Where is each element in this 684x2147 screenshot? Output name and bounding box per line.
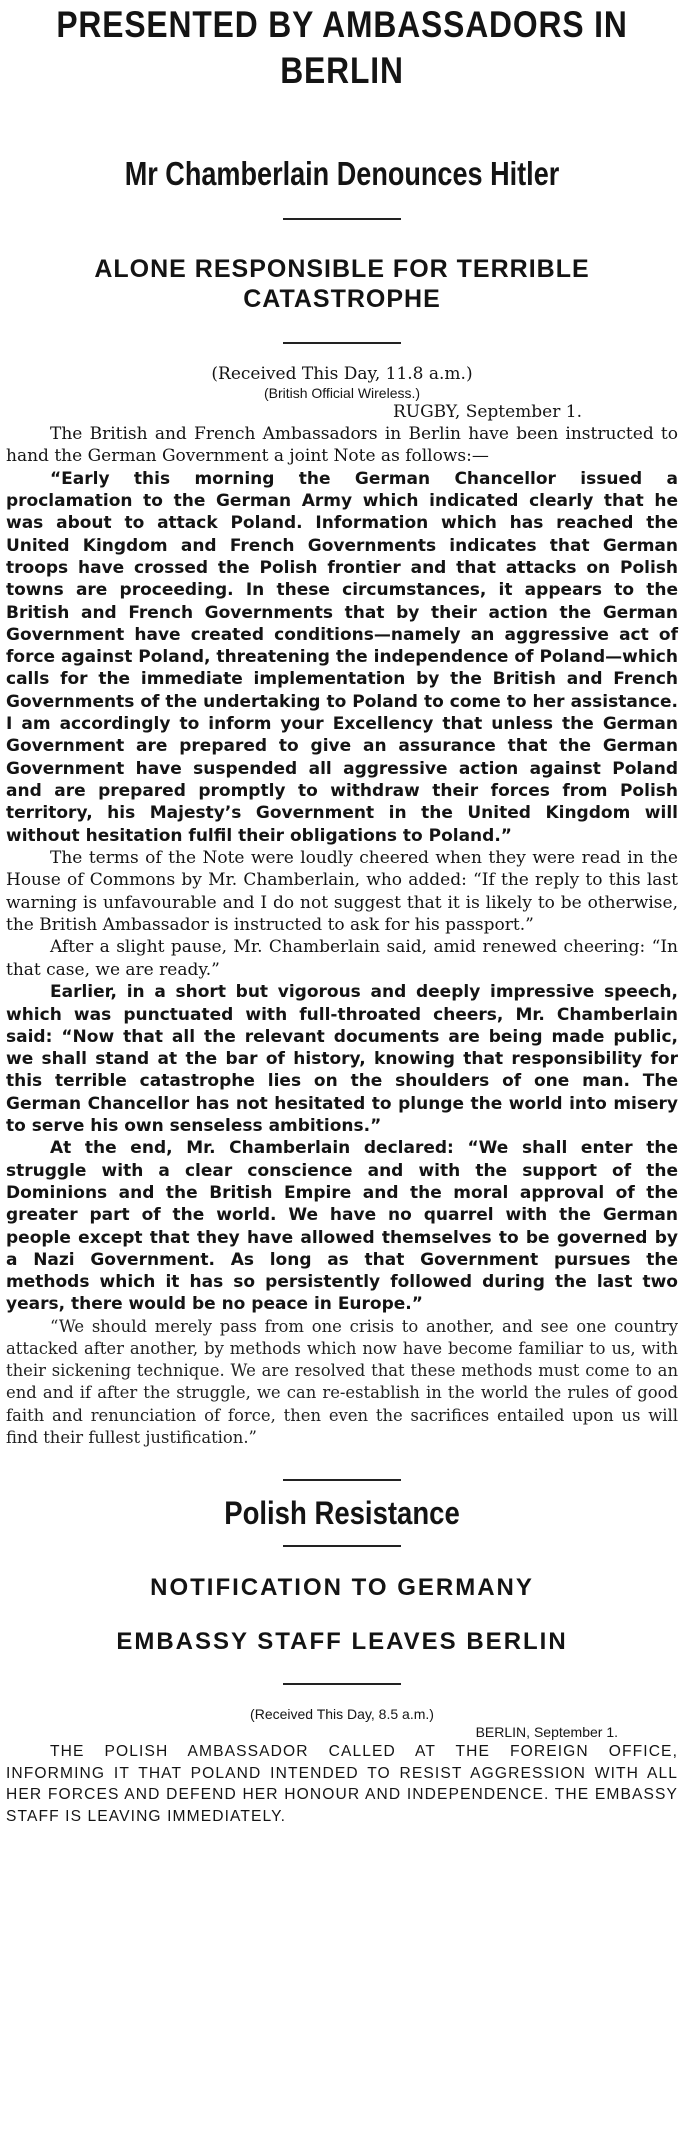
paragraph-crisis-quote: “We should merely pass from one crisis to another, and see one country attacked after another, by methods which now have become familiar to us, with their sickening technique. We are resolved that these methods must come to an end and if after the struggle, we can re-establish in the world the rules of good faith and renunciation of force, then even the sacrifices entailed upon us will find their fullest justification.”: [6, 1316, 678, 1447]
dateline: BERLIN, September 1.: [475, 1723, 618, 1740]
received-time: (Received This Day, 8.5 a.m.): [250, 1705, 434, 1722]
headline-polish-resistance: Polish Resistance: [224, 1494, 460, 1531]
headline-rule: [283, 1545, 401, 1547]
subheadline-embassy-staff: EMBASSY STAFF LEAVES BERLIN: [116, 1627, 568, 1655]
headline-chamberlain-denounces-hitler: Mr Chamberlain Denounces Hitler: [124, 155, 560, 192]
paragraph-we-are-ready: After a slight pause, Mr. Chamberlain said, amid renewed cheering: “In that case, we are ready.”: [6, 937, 678, 980]
paragraph-polish-ambassador: THE POLISH AMBASSADOR CALLED AT THE FOREIGN OFFICE, INFORMING IT THAT POLAND INTENDED TO RESIST AGGRESSION WITH ALL HER FORCES AND DEFEND HER HONOUR AND INDEPENDENCE. THE EMBASSY STAFF IS LEAVING IMMEDIATELY.: [6, 1742, 678, 1825]
news-source: (British Official Wireless.): [263, 385, 421, 401]
section-rule: [283, 342, 401, 344]
paragraph-intro: The British and French Ambassadors in Berlin have been instructed to hand the German Government a joint Note as follows:—: [6, 424, 678, 467]
paragraph-joint-note: “Early this morning the German Chancellor issued a proclamation to the German Army which indicated clearly that he was about to attack Poland. Information which has reached the United Kingdom and French Governments indicates that German troops have crossed the Polish frontier and that attacks on Polish towns are proceeding. In these circumstances, it appears to the British and French Governments that by their action the German Government have created conditions—namely an aggressive act of force against Poland, threatening the independence of Poland—which calls for the immediate implementation by the British and French Governments of the undertaking to Poland to come to her assistance. I am accordingly to inform your Excellency that unless the German Government are prepared to give an assurance that the German Government have suspended all aggressive action against Poland and are prepared promptly to withdraw their forces from Polish territory, his Majesty’s Government in the United Kingdom will without hesitation fulfil their obligations to Poland.”: [6, 468, 678, 846]
article-divider: [283, 1479, 401, 1481]
headline-rule: [283, 218, 401, 220]
subheadline-alone-responsible: ALONE RESPONSIBLE FOR TERRIBLE CATASTROPHE: [94, 255, 590, 313]
subheadline-notification: NOTIFICATION TO GERMANY: [150, 1573, 534, 1601]
section-rule: [283, 1683, 401, 1685]
received-time: (Received This Day, 11.8 a.m.): [211, 364, 473, 384]
paragraph-house-of-commons: The terms of the Note were loudly cheered when they were read in the House of Commons by Mr. Chamberlain, who added: “If the reply to this last warning is unfavourable and I do not suggest that it is likely to be otherwise, the British Ambassador is instructed to ask for his passport.”: [6, 847, 678, 936]
headline-presented-by-ambassadors: PRESENTED BY AMBASSADORS IN BERLIN: [56, 4, 628, 91]
dateline: RUGBY, September 1.: [392, 402, 582, 422]
paragraph-chamberlain-declared: At the end, Mr. Chamberlain declared: “We shall enter the struggle with a clear conscience and with the support of the Dominions and the British Empire and the moral approval of the greater part of the world. We have no quarrel with the German people except that they have allowed themselves to be governed by a Nazi Government. As long as that Government pursues the methods which it has so persistently followed during the last two years, there would be no peace in Europe.”: [6, 1138, 678, 1315]
paragraph-earlier-speech: Earlier, in a short but vigorous and deeply impressive speech, which was punctuated with full-throated cheers, Mr. Chamberlain said: “Now that all the relevant documents are being made public, we shall stand at the bar of history, knowing that responsibility for this terrible catastrophe lies on the shoulders of one man. The German Chancellor has not hesitated to plunge the world into misery to serve his own senseless ambitions.”: [6, 982, 678, 1137]
